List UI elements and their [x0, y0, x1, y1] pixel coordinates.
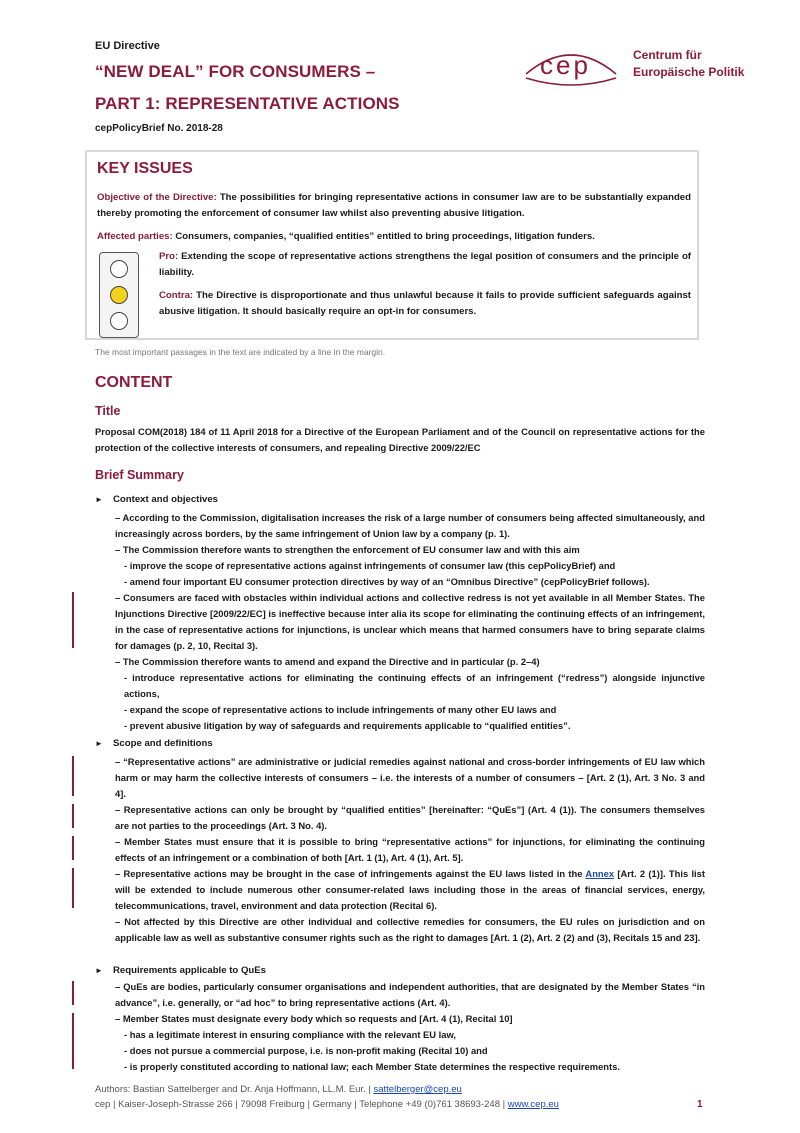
margin-marker	[72, 592, 74, 648]
section-requirements-ques	[95, 965, 266, 976]
list-item-text: “Representative actions” are administrative or judicial remedies against national and cross-border infringements of EU law which harm or may harm the collective interests of consumers – i.e. the interests of a number of consumers – [Art. 2 (1), Art. 3 No. 3 and 4].	[115, 756, 706, 799]
list-item: – The Commission therefore wants to amend and expand the Directive and in particular (p. 2–4)	[115, 656, 540, 667]
list-item-text: Member States must designate every body which so requests and [Art. 4 (1), Recital 10]	[122, 1013, 513, 1024]
annex-link[interactable]: Annex	[585, 868, 615, 879]
margin-marker	[72, 1013, 74, 1069]
margin-marker	[72, 981, 74, 1005]
contra-label: Contra:	[159, 290, 194, 301]
cep-logo	[522, 40, 620, 88]
proposal-title-text: Proposal COM(2018) 184 of 11 April 2018 for a Directive of the European Parliament and of the Council on representative actions for the protection of the collective interests of consumers, and repealing Directive 2009/22/EC	[95, 426, 705, 453]
pro-text: Extending the scope of representative actions strengthens the legal position of consumers and the principle of liability.	[159, 251, 691, 278]
sub-list-item-text: is properly constituted according to national law; each Member State determines the respective requirements.	[129, 1061, 620, 1072]
sub-list-item-text: expand the scope of representative actions to include infringements of many other EU laws and	[129, 704, 557, 715]
sub-list-item: - is properly constituted according to national law; each Member State determines the respective requirements.	[124, 1061, 620, 1072]
footer-authors-text: Authors: Bastian Sattelberger and Dr. Anja Hoffmann, LL.M. Eur. |	[95, 1084, 374, 1095]
section-scope-label: Scope and definitions	[113, 738, 213, 749]
sub-list-item-text: improve the scope of representative actions against infringements of consumer law (this cepPolicyBrief) and	[129, 560, 616, 571]
key-issues-box	[85, 150, 699, 340]
section-context-label: Context and objectives	[113, 494, 219, 505]
traffic-light-red-lamp	[110, 260, 128, 278]
list-item: – Representative actions may be brought in the case of infringements against the EU laws listed in the Annex [Art. 2 (1)]. This list will be extended to include numerous other consumer-related laws including those in the areas of financial services, energy, telecommunications, travel, environment and data protection (Recital 6).	[115, 868, 706, 911]
sub-list-item-text: does not pursue a commercial purpose, i.e. is non-profit making (Recital 10) and	[129, 1045, 488, 1056]
list-item-text: The Commission therefore wants to amend and expand the Directive and in particular (p. 2–4)	[122, 656, 540, 667]
sub-list-item-text: amend four important EU consumer protection directives by way of an “Omnibus Directive” (cepPolicyBrief follows).	[129, 576, 650, 587]
section-context-objectives	[95, 494, 218, 505]
sub-list-item-text: prevent abusive litigation by way of safeguards and requirements applicable to “qualified entities”.	[129, 720, 571, 731]
margin-marker	[72, 868, 74, 908]
pro-label: Pro:	[159, 251, 179, 262]
margin-marker	[72, 836, 74, 860]
list-item-text: Representative actions may be brought in the case of infringements against the EU laws listed in the	[123, 868, 586, 879]
website-link[interactable]: www.cep.eu	[507, 1099, 559, 1110]
triangle-bullet-icon: ►	[95, 495, 103, 504]
footer-authors	[95, 1084, 462, 1095]
pro-paragraph	[159, 249, 691, 281]
objective-label: Objective of the Directive:	[97, 192, 217, 203]
section-requirements-label: Requirements applicable to QuEs	[113, 965, 267, 976]
objective-text: The possibilities for bringing representative actions in consumer law are to be substantially expanded thereby promoting the enforcement of consumer law whilst also preventing abusive litigation.	[97, 192, 692, 219]
document-title-line1: “NEW DEAL” FOR CONSUMERS –	[95, 62, 376, 81]
logo-name	[633, 47, 744, 81]
sub-list-item: - introduce representative actions for eliminating the continuing effects of an infringement (“redress”) alongside injunctive actions,	[124, 672, 706, 699]
sub-list-item: - has a legitimate interest in ensuring compliance with the relevant EU law,	[124, 1029, 457, 1040]
document-title-line2: PART 1: REPRESENTATIVE ACTIONS	[95, 94, 400, 113]
document-category: EU Directive	[95, 40, 160, 52]
contra-text: The Directive is disproportionate and thus unlawful because it fails to provide sufficient safeguards against abusive litigation. It should basically require an opt-in for consumers.	[159, 290, 691, 317]
content-heading: CONTENT	[95, 374, 173, 391]
traffic-light-green-lamp	[110, 312, 128, 330]
list-item: – Consumers are faced with obstacles within individual actions and collective redress is not yet available in all Member States. The Injunctions Directive [2009/22/EC] is ineffective because inter alia its scope for eliminating the continuing effects of an infringement, in the case of representative actions for injunctions, is unclear which means that harmed consumers have to bring separate claims for damages (p. 2, 10, Recital 3).	[115, 592, 705, 651]
contra-paragraph	[159, 288, 691, 320]
list-item: – Member States must ensure that it is possible to bring “representative actions” for injunctions, for eliminating the continuing effects of an infringement or a combination of both [Art. 1 (1), Art. 4 (1), Art. 5].	[115, 836, 705, 863]
logo-name-line2: Europäische Politik	[633, 65, 745, 79]
margin-line-note: The most important passages in the text are indicated by a line in the margin.	[95, 347, 386, 357]
section-scope-definitions	[95, 738, 213, 749]
objective-paragraph	[97, 190, 691, 222]
list-item: – According to the Commission, digitalisation increases the risk of a large number of consumers being affected simultaneously, and increasingly across borders, by the same infringement of Union law by a company (p. 1).	[115, 512, 705, 539]
page-number: 1	[697, 1099, 703, 1110]
list-item-text: Not affected by this Directive are other individual and collective remedies for consumers, the EU rules on jurisdiction and on applicable law as well as substantive consumer rights such as the right to damages [Art. 1 (2), Art. 2 (2) and (3), Recitals 15 and 23].	[115, 916, 705, 943]
footer-address	[95, 1099, 559, 1110]
sub-list-item: - prevent abusive litigation by way of safeguards and requirements applicable to “qualified entities”.	[124, 720, 571, 731]
traffic-light-yellow-lamp	[110, 286, 128, 304]
brief-number: cepPolicyBrief No. 2018-28	[95, 123, 223, 134]
author-email-link[interactable]: sattelberger@cep.eu	[373, 1084, 462, 1095]
affected-text: Consumers, companies, “qualified entities” entitled to bring proceedings, litigation funders.	[172, 231, 595, 242]
sub-list-item-text: introduce representative actions for eliminating the continuing effects of an infringement (“redress”) alongside injunctive actions,	[124, 672, 706, 699]
list-item-text: Consumers are faced with obstacles within individual actions and collective redress is not yet available in all Member States. The Injunctions Directive [2009/22/EC] is ineffective because inter alia its scope for eliminating the continuing effects of an infringement, in the case of representative actions for injunctions, is unclear which means that harmed consumers have to bring separate claims for damages (p. 2, 10, Recital 3).	[115, 592, 705, 651]
sub-list-item: - improve the scope of representative actions against infringements of consumer law (this cepPolicyBrief) and	[124, 560, 616, 571]
list-item: – Not affected by this Directive are other individual and collective remedies for consumers, the EU rules on jurisdiction and on applicable law as well as substantive consumer rights such as the right to damages [Art. 1 (2), Art. 2 (2) and (3), Recitals 15 and 23].	[115, 916, 705, 943]
list-item: – “Representative actions” are administrative or judicial remedies against national and cross-border infringements of EU law which harm or may harm the collective interests of consumers – i.e. the interests of a number of consumers – [Art. 2 (1), Art. 3 No. 3 and 4].	[115, 756, 706, 799]
margin-marker	[72, 804, 74, 828]
list-item-text: Representative actions can only be brought by “qualified entities” [hereinafter: “QuEs”] (Art. 4 (1)). The consumers themselves are not parties to the proceedings (Art. 3 No. 4).	[115, 804, 705, 831]
title-subheading: Title	[95, 404, 121, 418]
list-item-text: Member States must ensure that it is possible to bring “representative actions” for injunctions, for eliminating the continuing effects of an infringement or a combination of both [Art. 1 (1), Art. 4 (1), Art. 5].	[115, 836, 705, 863]
margin-marker	[72, 756, 74, 796]
triangle-bullet-icon: ►	[95, 739, 103, 748]
list-item-text-continued: [Art. 2 (1)]. This list will be extended to include numerous other consumer-related laws including those in the areas of financial services, energy, telecommunications, travel, environment and data protection (Recital 6).	[115, 868, 706, 911]
sub-list-item: - amend four important EU consumer protection directives by way of an “Omnibus Directive” (cepPolicyBrief follows).	[124, 576, 650, 587]
list-item: – Representative actions can only be brought by “qualified entities” [hereinafter: “QuEs”] (Art. 4 (1)). The consumers themselves are not parties to the proceedings (Art. 3 No. 4).	[115, 804, 705, 831]
list-item-text: According to the Commission, digitalisation increases the risk of a large number of consumers being affected simultaneously, and increasingly across borders, by the same infringement of Union law by a company (p. 1).	[115, 512, 705, 539]
affected-label: Affected parties:	[97, 231, 173, 242]
sub-list-item-text: has a legitimate interest in ensuring compliance with the relevant EU law,	[129, 1029, 457, 1040]
list-item: – Member States must designate every body which so requests and [Art. 4 (1), Recital 10]	[115, 1013, 513, 1024]
brief-summary-subheading: Brief Summary	[95, 468, 184, 482]
traffic-light-icon	[99, 252, 139, 338]
logo-name-line1: Centrum für	[633, 48, 702, 62]
list-item-text: The Commission therefore wants to strengthen the enforcement of EU consumer law and with this aim	[122, 544, 580, 555]
list-item: – QuEs are bodies, particularly consumer organisations and independent authorities, that are designated by the Member States “in advance”, i.e. generally, or “ad hoc” to bring representative actions (Art. 4).	[115, 981, 705, 1008]
footer-address-text: cep | Kaiser-Joseph-Strasse 266 | 79098 Freiburg | Germany | Telephone +49 (0)761 38693-248 |	[95, 1099, 508, 1110]
sub-list-item: - expand the scope of representative actions to include infringements of many other EU laws and	[124, 704, 557, 715]
triangle-bullet-icon: ►	[95, 966, 103, 975]
sub-list-item: - does not pursue a commercial purpose, i.e. is non-profit making (Recital 10) and	[124, 1045, 488, 1056]
key-issues-title: KEY ISSUES	[97, 160, 193, 177]
list-item-text: QuEs are bodies, particularly consumer organisations and independent authorities, that are designated by the Member States “in advance”, i.e. generally, or “ad hoc” to bring representative actions (Art. 4).	[115, 981, 705, 1008]
list-item: – The Commission therefore wants to strengthen the enforcement of EU consumer law and with this aim	[115, 544, 580, 555]
affected-parties-paragraph	[97, 229, 691, 245]
logo-acronym: cep	[540, 50, 591, 80]
